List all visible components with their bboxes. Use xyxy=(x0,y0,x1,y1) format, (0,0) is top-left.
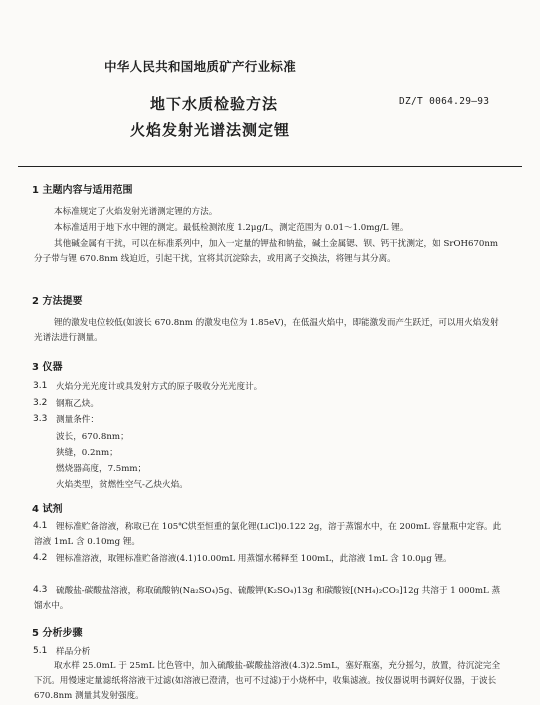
section-5-para-1: 取水样 25.0mL 于 25mL 比色管中，加入硫酸盐-碳酸盐溶液(4.3)2.5mL，塞好瓶塞，充分摇匀，放置，待沉淀完全下沉。用慢速定量滤纸将溶液干过滤(如溶液已澄清，也可不过滤)于小烧杯中，收集滤液。按仪器说明书调好仪器，于波长 670.8nm 测量其发射强度。 xyxy=(34,661,501,701)
section-2-title: 2 方法提要 xyxy=(32,296,83,307)
section-1-para-1: 本标准规定了火焰发射光谱测定锂的方法。 xyxy=(54,207,218,217)
standard-code: DZ/T 0064.29—93 xyxy=(399,96,490,107)
item-3-1-text: 火焰分光光度计或具发射方式的原子吸收分光光度计。 xyxy=(56,382,263,392)
section-4-title: 4 试剂 xyxy=(32,504,63,515)
item-4-2-text: 锂标准溶液，取锂标准贮备溶液(4.1)10.00mL 用蒸馏水稀释至 100mL，此溶液 1mL 含 10.0μg 锂。 xyxy=(56,554,452,564)
header-divider xyxy=(18,166,522,167)
condition-flame-type: 火焰类型，贫燃性空气-乙炔火焰。 xyxy=(56,480,188,490)
doc-title-line1: 地下水质检验方法 xyxy=(150,95,279,113)
section-3-title: 3 仪器 xyxy=(32,362,63,373)
condition-wavelength: 波长，670.8nm； xyxy=(56,432,129,442)
org-header: 中华人民共和国地质矿产行业标准 xyxy=(104,59,297,74)
item-5-1-title: 样品分析 xyxy=(56,647,91,657)
section-1-para-3: 其他碱金属有干扰，可以在标准系列中，加入一定量的钾盐和钠盐，碱土金属锶、钡、钙干扰测定，如 SrOH670nm 分子带与锂 670.8nm 线迫近，引起干扰，宜将其沉淀除去，或用离子交换法，将锂与其分离。 xyxy=(34,239,499,264)
item-3-2-number: 3.2 xyxy=(33,398,48,408)
item-3-2-text: 钢瓶乙炔。 xyxy=(56,399,99,409)
item-5-1-number: 5.1 xyxy=(33,646,48,656)
item-4-2-number: 4.2 xyxy=(33,553,48,563)
section-2-para-1: 锂的激发电位较低(如波长 670.8nm 的激发电位为 1.85eV)，在低温火焰中，即能激发而产生跃迁，可以用火焰发射光谱法进行测量。 xyxy=(34,318,499,343)
section-5-title: 5 分析步骤 xyxy=(32,628,83,639)
item-3-1-number: 3.1 xyxy=(33,381,48,391)
item-4-1-text: 锂标准贮备溶液，称取已在 105℃烘至恒重的氯化锂(LiCl)0.122 2g，溶于蒸馏水中，在 200mL 容量瓶中定容。此溶液 1mL 含 0.10mg 锂。 xyxy=(34,522,502,547)
item-4-3-text: 硫酸盐-碳酸盐溶液，称取硫酸钠(Na₂SO₄)5g、硫酸钾(K₂SO₄)13g 和碳酸铵[(NH₄)₂CO₃]12g 共溶于 1 000mL 蒸馏水中。 xyxy=(34,586,501,611)
doc-title-line2: 火焰发射光谱法测定锂 xyxy=(130,121,291,139)
condition-burner-height: 燃烧器高度，7.5mm； xyxy=(56,464,147,474)
section-1-title: 1 主题内容与适用范围 xyxy=(32,185,133,196)
item-3-3-number: 3.3 xyxy=(33,414,48,424)
section-1-para-2: 本标准适用于地下水中锂的测定。最低检测浓度 1.2μg/L，测定范围为 0.01～1.0mg/L 锂。 xyxy=(54,223,409,233)
item-4-3-number: 4.3 xyxy=(33,585,48,595)
item-4-1-number: 4.1 xyxy=(33,521,48,531)
condition-slit: 狭缝，0.2nm； xyxy=(56,448,118,458)
item-3-3-text: 测量条件： xyxy=(56,415,99,425)
